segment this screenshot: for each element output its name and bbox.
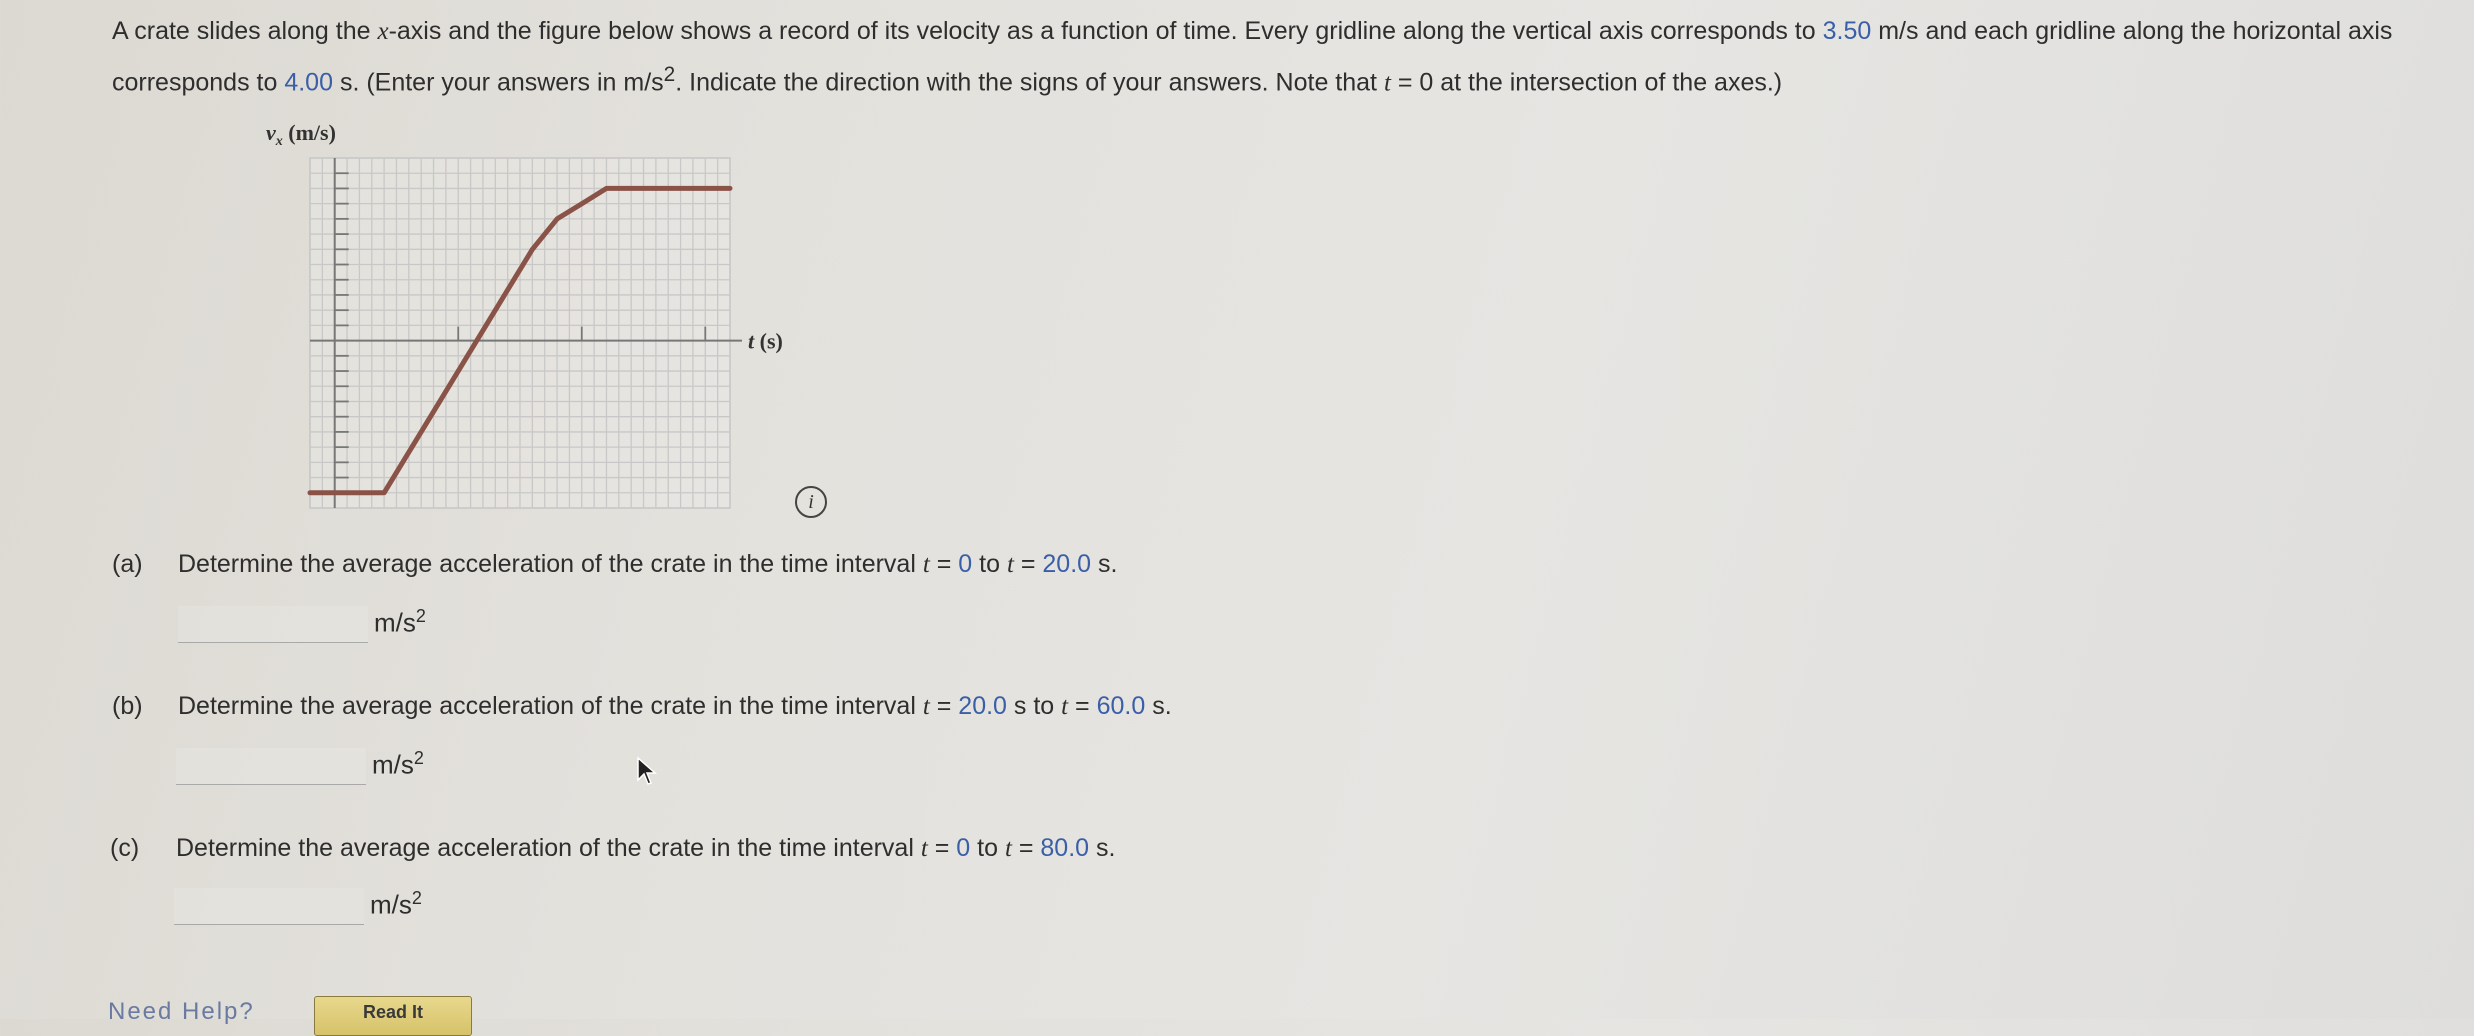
answer-unit-a xyxy=(374,606,426,639)
unit-text: m/s xyxy=(370,889,412,920)
time-start-value: 0 xyxy=(956,834,971,862)
unit-text: m/s xyxy=(372,749,414,780)
problem-text-part: m/s and each gridline along the horizontal axis corresponds to xyxy=(112,17,2393,97)
unit-text: m/s xyxy=(374,607,416,638)
unit-superscript: 2 xyxy=(663,63,676,86)
equals-sign: = xyxy=(1011,834,1041,862)
time-end-value: 60.0 xyxy=(1096,692,1146,720)
time-variable: t xyxy=(922,693,930,720)
question-text: s to xyxy=(1006,692,1062,720)
problem-text-part: = 0 at the intersection of the axes.) xyxy=(1390,68,1783,97)
graph-grid xyxy=(310,158,730,508)
question-label: (b) xyxy=(112,692,143,720)
x-axis-unit: (s) xyxy=(754,328,783,354)
velocity-time-graph xyxy=(240,110,860,530)
question-text: to xyxy=(970,834,1005,862)
time-start-value: 20.0 xyxy=(958,692,1007,720)
problem-variable-x: x xyxy=(377,18,389,45)
need-help-label: Need Help? xyxy=(108,998,255,1025)
problem-text-part: s. (Enter your answers in m/s xyxy=(333,68,664,97)
velocity-gridline-value: 3.50 xyxy=(1822,17,1872,45)
question-text: Determine the average acceleration of the crate in the time interval xyxy=(178,692,923,720)
unit-superscript: 2 xyxy=(415,606,426,626)
time-variable: t xyxy=(1061,693,1069,720)
question-label: (a) xyxy=(112,550,143,578)
y-axis-subscript: x xyxy=(275,134,283,149)
question-text: s. xyxy=(1145,692,1172,720)
answer-input-a[interactable] xyxy=(178,606,368,643)
velocity-time-chart-svg xyxy=(240,110,860,530)
problem-text-part: A crate slides along the xyxy=(112,17,378,45)
y-axis-label xyxy=(266,120,336,149)
answer-input-c[interactable] xyxy=(174,888,364,925)
y-axis-var: v xyxy=(266,120,276,145)
equals-sign: = xyxy=(929,550,959,578)
equals-sign: = xyxy=(927,834,957,862)
time-variable: t xyxy=(920,835,928,862)
question-text: Determine the average acceleration of the crate in the time interval xyxy=(178,550,923,578)
problem-text-part: -axis and the figure below shows a record of its velocity as a function of time. Every gridline along the vertical axis corresponds to xyxy=(388,17,1823,45)
problem-statement xyxy=(112,10,2412,104)
question-b xyxy=(112,692,1172,721)
question-text: Determine the average acceleration of the crate in the time interval xyxy=(176,834,921,862)
equals-sign: = xyxy=(1068,692,1097,720)
problem-text-part: . Indicate the direction with the signs of your answers. Note that xyxy=(675,68,1384,97)
equals-sign: = xyxy=(1013,550,1043,578)
read-it-button[interactable]: Read It xyxy=(314,996,472,1036)
y-axis-unit: (m/s) xyxy=(282,120,336,145)
mouse-cursor-icon xyxy=(636,756,658,786)
unit-superscript: 2 xyxy=(413,748,424,768)
answer-unit-b xyxy=(372,748,424,781)
time-start-value: 0 xyxy=(958,550,973,578)
answer-input-b[interactable] xyxy=(176,748,366,785)
time-variable: t xyxy=(1004,835,1012,862)
question-text: s. xyxy=(1089,834,1116,862)
time-end-value: 80.0 xyxy=(1040,834,1090,862)
x-axis-var: t xyxy=(748,328,755,354)
info-icon[interactable]: i xyxy=(795,486,827,518)
time-variable: t xyxy=(922,551,930,578)
question-label: (c) xyxy=(110,834,140,862)
equals-sign: = xyxy=(929,692,959,720)
time-variable: t xyxy=(1006,551,1014,578)
question-text: s. xyxy=(1091,550,1118,578)
unit-superscript: 2 xyxy=(411,888,422,908)
problem-variable-t: t xyxy=(1383,69,1391,97)
answer-unit-c xyxy=(370,888,422,921)
question-a xyxy=(112,550,1117,579)
question-text: to xyxy=(972,550,1007,578)
x-axis-label xyxy=(748,329,783,354)
time-gridline-value: 4.00 xyxy=(284,68,333,97)
time-end-value: 20.0 xyxy=(1042,550,1092,578)
question-c xyxy=(110,834,1115,863)
